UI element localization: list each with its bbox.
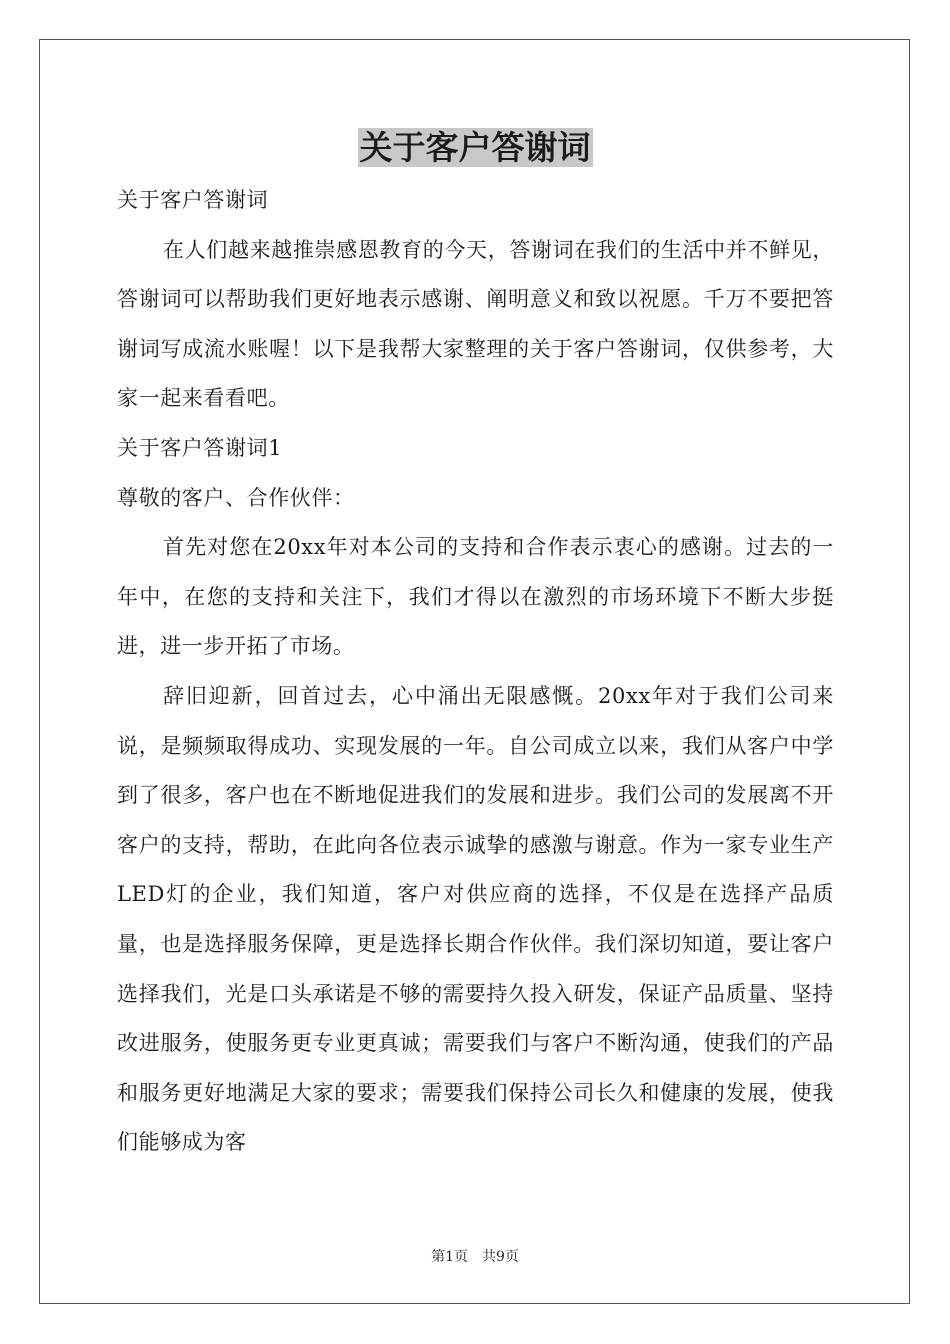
document-title-text: 关于客户答谢词 <box>359 128 591 167</box>
body-paragraph: 关于客户答谢词 <box>117 188 269 212</box>
body-paragraph: 首先对您在20xx年对本公司的支持和合作表示衷心的感谢。过去的一年中，在您的支持和关注下，我们才得以在激烈的市场环境下不断大步挺进，进一步开拓了市场。 <box>117 535 834 659</box>
section-heading: 关于客户答谢词1 <box>117 435 283 460</box>
document-body <box>117 176 834 1168</box>
page-number: 第1页 <box>431 1249 468 1265</box>
body-paragraph: 在人们越来越推崇感恩教育的今天，答谢词在我们的生活中并不鲜见，答谢词可以帮助我们更好地表示感谢、阐明意义和致以祝愿。千万不要把答谢词写成流水账喔！以下是我帮大家整理的关于客户答谢词，仅供参考，大家一起来看看吧。 <box>117 237 834 411</box>
body-paragraph: 辞旧迎新，回首过去，心中涌出无限感慨。20xx年对于我们公司来说，是频频取得成功、实现发展的一年。自公司成立以来，我们从客户中学到了很多，客户也在不断地促进我们的发展和进步。我们公司的发展离不开客户的支持，帮助，在此向各位表示诚挚的感激与谢意。作为一家专业生产LED灯的企业，我们知道，客户对供应商的选择，不仅是在选择产品质量，也是选择服务保障，更是选择长期合作伙伴。我们深切知道，要让客户选择我们，光是口头承诺是不够的需要持久投入研发，保证产品质量、坚持改进服务，使服务更专业更真诚；需要我们与客户不断沟通，使我们的产品和服务更好地满足大家的要求；需要我们保持公司长久和健康的发展，使我们能够成为客 <box>117 683 834 1155</box>
salutation: 尊敬的客户、合作伙伴： <box>117 485 355 510</box>
page-total: 共9页 <box>482 1249 519 1265</box>
document-title <box>0 126 950 170</box>
page-footer <box>0 1248 950 1266</box>
